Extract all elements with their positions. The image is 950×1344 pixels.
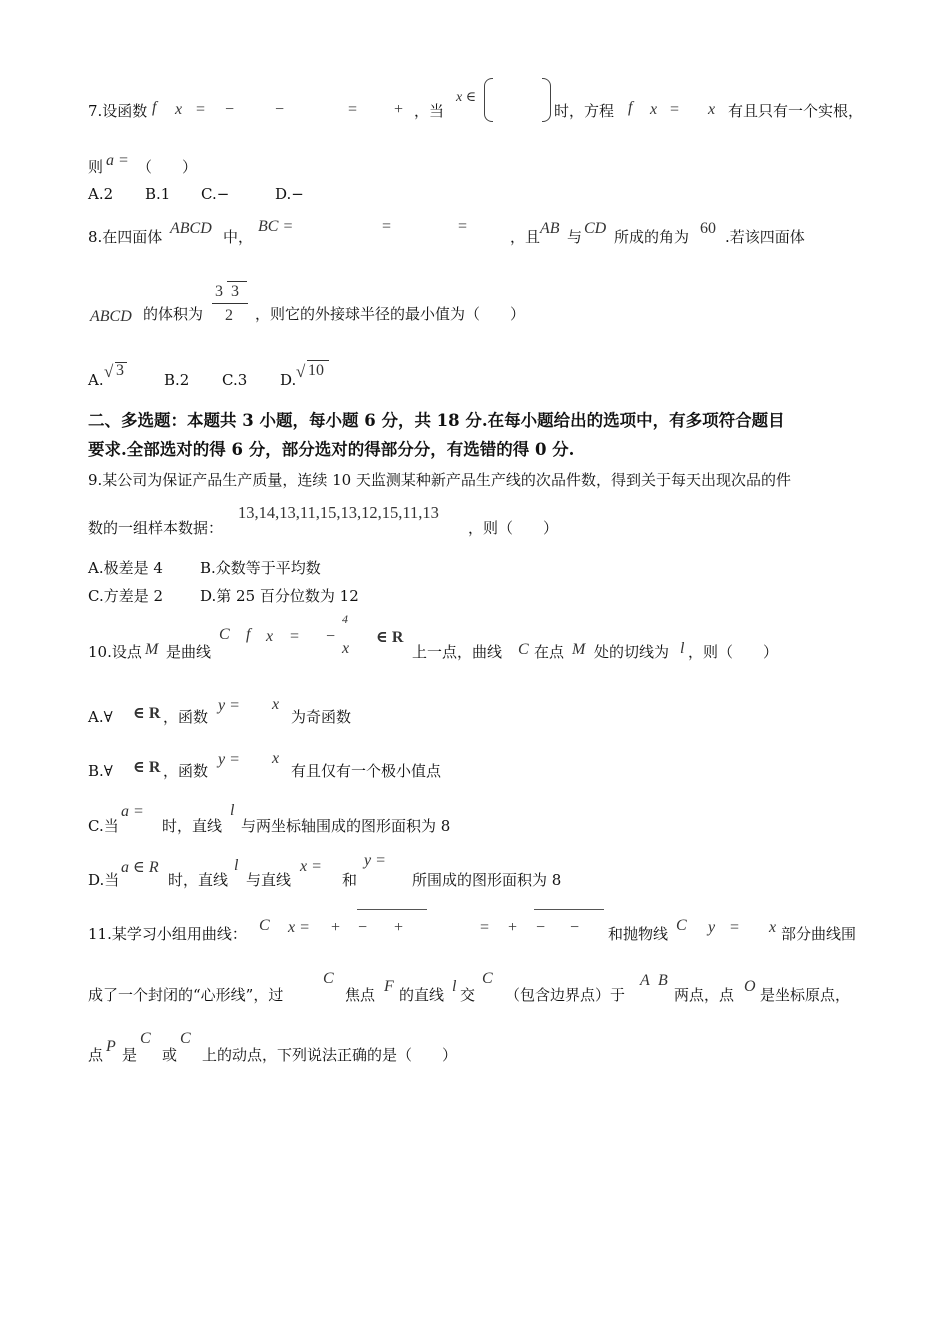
- q10-optB-tail: 有且仅有一个极小值点: [291, 762, 442, 780]
- q7-then: 则: [88, 158, 104, 176]
- q8-stem-start: 8.在四面体: [88, 228, 163, 246]
- q10-four: 4: [342, 612, 348, 626]
- q10-C: C: [219, 626, 230, 643]
- q7-option-b: B.1: [145, 185, 171, 203]
- q8-ab: AB: [540, 220, 560, 237]
- q7-x-in: x ∈: [456, 90, 477, 105]
- q7-plus: +: [394, 101, 404, 118]
- q11-plus-3: +: [508, 919, 518, 936]
- q11-sqrt-bar-2: [534, 909, 604, 910]
- q11-stem-end: 部分曲线围: [781, 925, 857, 943]
- q7-answer-paren: （ ）: [137, 158, 198, 176]
- q11-stem-start: 11.某学习小组用曲线：: [88, 925, 247, 943]
- q10-C-2: C: [518, 641, 529, 658]
- q9-answer-paren: ，则（ ）: [468, 519, 559, 537]
- q11-line-2-boundary: （包含边界点）于: [505, 986, 626, 1004]
- q7-interval-left-bracket: [484, 78, 493, 122]
- q7-option-d: D.−: [275, 185, 304, 203]
- q8-option-c: C.3: [222, 371, 248, 389]
- q7-f-symbol: f: [152, 99, 157, 116]
- q8-frac-numerator-coef: 3: [215, 283, 223, 300]
- q11-sqrt-bar-1: [357, 909, 427, 910]
- q10-optD-line: 时，直线: [168, 871, 229, 889]
- q11-plus-2: +: [394, 919, 404, 936]
- q11-l: l: [452, 978, 457, 995]
- q11-C-line3a: C: [140, 1030, 151, 1047]
- q8-option-d-label: D.: [280, 371, 297, 389]
- q8-cd: CD: [584, 220, 607, 237]
- q11-x: x: [769, 919, 777, 936]
- q7-f-symbol-2: f: [628, 99, 633, 116]
- q10-stem-start: 10.设点: [88, 643, 142, 661]
- q11-plus-1: +: [331, 919, 341, 936]
- q10-optB-inR: ∈ R: [133, 759, 161, 776]
- q11-minus-1: −: [358, 919, 368, 936]
- q11-F: F: [384, 978, 394, 995]
- q8-option-b: B.2: [164, 371, 190, 389]
- q8-in: 中，: [223, 228, 254, 246]
- q9-stem-line-1: 9.某公司为保证产品生产质量，连续 10 天监测某种新产品生产线的次品件数，得到关于每天出现次品的件: [88, 471, 791, 489]
- q10-optB-x: x: [272, 750, 280, 767]
- q11-line-3-is: 是: [122, 1046, 138, 1064]
- q7-stem-end: 有且只有一个实根，: [728, 102, 864, 120]
- q7-when: ，当: [414, 102, 445, 120]
- q8-option-a-label: A.: [88, 371, 104, 389]
- q7-stem-mid: 时，方程: [554, 102, 615, 120]
- q8-frac-denominator: 2: [225, 307, 233, 324]
- q8-frac-sqrt-bar: [227, 281, 247, 282]
- q11-C1: C: [259, 917, 270, 934]
- q7-equals-2: =: [348, 101, 358, 118]
- q7-x-symbol-2: x: [650, 101, 658, 118]
- q10-x-denominator: x: [342, 640, 350, 657]
- q11-line-2-intersect: 交: [460, 986, 476, 1004]
- q10-minus: −: [326, 628, 336, 645]
- q10-optC-tail: 与两坐标轴围成的图形面积为 8: [241, 817, 451, 835]
- q9-sample-data: 13,14,13,11,15,13,12,15,11,13: [238, 503, 439, 522]
- section-2-line-2: 要求.全部选对的得 6 分，部分选对的得部分分，有选错的得 0 分.: [88, 440, 575, 459]
- q10-optB-y-eq: y =: [218, 751, 240, 768]
- q11-B: B: [658, 972, 668, 989]
- q8-abcd-2: ABCD: [90, 308, 132, 325]
- q8-equals-2: =: [458, 218, 468, 235]
- q10-optA-tail: 为奇函数: [291, 708, 352, 726]
- q9-option-c: C.方差是 2: [88, 587, 164, 605]
- q11-P: P: [106, 1038, 116, 1055]
- q8-sqrt-bar-d: [307, 360, 329, 361]
- q11-line-2-points: 两点，点: [674, 986, 735, 1004]
- q7-option-a: A.2: [88, 185, 114, 203]
- q10-optD-and: 和: [342, 871, 358, 889]
- q10-M-2: M: [572, 641, 586, 658]
- q8-angle-text: 所成的角为: [614, 228, 690, 246]
- q11-y: y: [708, 919, 716, 936]
- q11-O: O: [744, 978, 756, 995]
- q10-stem-curve: 是曲线: [166, 643, 212, 661]
- q10-optD-l: l: [234, 857, 239, 874]
- q11-line-2-start: 成了一个封闭的“心形线”，过: [88, 986, 284, 1004]
- q7-option-c: C.−: [201, 185, 230, 203]
- q10-optA-forall: A.∀: [88, 708, 113, 726]
- q11-stem-parabola: 和抛物线: [608, 925, 669, 943]
- q11-minus-2: −: [536, 919, 546, 936]
- q7-equals: =: [196, 101, 206, 118]
- q10-stem-at: 在点: [534, 643, 565, 661]
- q11-line-3-tail: 上的动点，下列说法正确的是（ ）: [202, 1046, 458, 1064]
- q9-option-a: A.极差是 4: [88, 559, 163, 577]
- q10-optD-a-in-R: a ∈ R: [121, 859, 159, 876]
- q11-equals: =: [480, 919, 490, 936]
- q10-optC-a-eq: a =: [121, 803, 144, 820]
- q11-minus-3: −: [570, 919, 580, 936]
- q11-C-line2: C: [323, 970, 334, 987]
- q8-sqrt-sign-a: √: [104, 362, 114, 381]
- q7-minus-2: −: [275, 101, 285, 118]
- q10-optA-func: ，函数: [163, 708, 209, 726]
- q7-x-symbol: x: [175, 101, 183, 118]
- q10-optD-with: 与直线: [246, 871, 292, 889]
- q10-optD-when: D.当: [88, 871, 120, 889]
- q8-degree-value: 60: [700, 220, 716, 237]
- q10-M: M: [145, 641, 159, 658]
- q11-line-3-or: 或: [162, 1046, 178, 1064]
- q10-optA-inR: ∈ R: [133, 705, 161, 722]
- q10-x: x: [266, 628, 274, 645]
- q10-optB-forall: B.∀: [88, 762, 113, 780]
- q10-f: f: [246, 626, 251, 643]
- q10-l: l: [680, 640, 685, 657]
- q8-abcd: ABCD: [170, 220, 212, 237]
- q7-x-symbol-3: x: [708, 101, 716, 118]
- q8-equals-1: =: [382, 218, 392, 235]
- q11-line-2-line: 的直线: [399, 986, 445, 1004]
- q8-volume-text: 的体积为: [143, 305, 204, 323]
- q10-stem-tangent: 处的切线为: [594, 643, 670, 661]
- q10-answer-paren: ，则（ ）: [688, 643, 779, 661]
- q7-minus-1: −: [225, 101, 235, 118]
- q10-optC-line: 时，直线: [162, 817, 223, 835]
- q8-fraction-bar: [212, 303, 248, 304]
- q10-stem-point: 上一点，曲线: [412, 643, 503, 661]
- q8-bc-equals: BC =: [258, 218, 294, 235]
- q10-optC-l: l: [230, 802, 235, 819]
- q10-optD-y-eq: y =: [364, 852, 386, 869]
- section-2-line-1: 二、多选题：本题共 3 小题，每小题 6 分，共 18 分.在每小题给出的选项中，有多项符合题目: [88, 411, 785, 430]
- q11-A: A: [640, 972, 650, 989]
- q11-C2: C: [676, 917, 687, 934]
- q10-optD-tail: 所围成的图形面积为 8: [412, 871, 562, 889]
- q9-stem-line-2: 数的一组样本数据：: [88, 519, 224, 537]
- q8-with: 与: [567, 228, 583, 246]
- q10-optA-x: x: [272, 696, 280, 713]
- q11-C-line2b: C: [482, 970, 493, 987]
- q10-optB-func: ，函数: [163, 762, 209, 780]
- q9-option-b: B.众数等于平均数: [200, 559, 321, 577]
- q8-tail: ，则它的外接球半径的最小值为（ ）: [255, 305, 526, 323]
- q8-sqrt-sign-d: √: [296, 362, 306, 381]
- q10-optD-x-eq: x =: [300, 858, 322, 875]
- q10-equals: =: [290, 628, 300, 645]
- q8-frac-numerator-root: 3: [231, 283, 239, 300]
- q11-C-line3b: C: [180, 1030, 191, 1047]
- q7-interval-right-bracket: [542, 78, 551, 122]
- q11-line-2-focus: 焦点: [345, 986, 376, 1004]
- q8-and: ，且: [510, 228, 541, 246]
- q10-in-R: ∈ R: [376, 629, 404, 646]
- q7-stem-start: 7.设函数: [88, 102, 148, 120]
- q11-line-2-origin: 是坐标原点，: [760, 986, 851, 1004]
- q9-option-d: D.第 25 百分位数为 12: [200, 587, 359, 605]
- q11-x-eq: x =: [288, 919, 310, 936]
- q8-option-a-value: 3: [116, 362, 124, 379]
- q7-equals-3: =: [670, 101, 680, 118]
- q8-option-d-value: 10: [308, 362, 324, 379]
- q8-if-text: .若该四面体: [725, 228, 805, 246]
- q11-equals-2: =: [730, 919, 740, 936]
- q11-line-3-point: 点: [88, 1046, 104, 1064]
- q10-optC-when: C.当: [88, 817, 119, 835]
- q10-optA-y-eq: y =: [218, 697, 240, 714]
- q7-a-equals: a =: [106, 152, 129, 169]
